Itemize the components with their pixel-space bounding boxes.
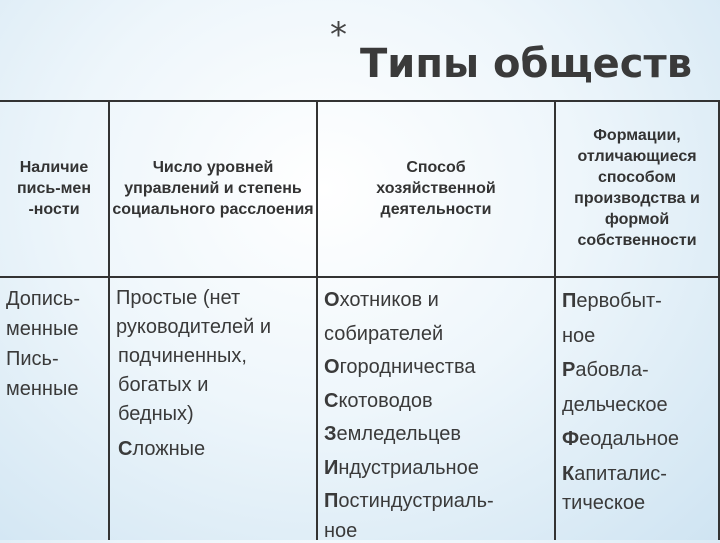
list-item: менные [6,378,79,400]
list-item: Земледельцев [324,423,461,445]
header-writing-label: Наличие пись-мен -ности [17,158,91,218]
list-item: Пись- [6,348,59,370]
cell-governance [116,284,271,464]
list-item: ное [324,519,358,542]
header-formations [556,100,718,276]
header-formations-label: Формации, отличающиеся способом производства и формой собственности [574,127,700,249]
list-item: Допись- [6,288,80,310]
list-item: Скотоводов [324,389,433,412]
cell-economic [324,284,494,543]
list-item: Простые (нет [116,287,241,309]
cell-formations [562,284,679,515]
cell-writing [6,284,80,404]
header-governance-levels [110,100,316,276]
list-item: руководителей и [116,316,272,338]
list-item: менные [6,318,79,340]
list-item: Рабовла- [562,359,649,381]
page-title: Типы обществ [360,41,693,87]
list-item: подчиненных, [118,345,247,367]
list-item: Феодальное [562,428,680,450]
list-item: бедных) [118,403,194,425]
list-item: Охотников и [324,289,439,311]
header-governance-label: Число уровней управлений и степень социального расслоения [112,158,314,218]
list-item: тическое [562,492,646,514]
list-item: собирателей [324,322,444,345]
list-item: богатых и [118,374,209,396]
list-item: Постиндустриаль- [324,490,494,512]
societies-table [0,100,720,540]
list-item: ное [562,324,596,347]
header-economic-activity [318,100,554,276]
list-item: Огородничества [324,356,476,378]
header-writing [0,100,108,276]
list-item: дельческое [562,393,668,416]
header-economic-label: Способ хозяйственной деятельности [376,158,496,218]
list-item: Первобыт- [562,290,662,312]
list-item: Индустриальное [324,456,479,479]
title-star: * [330,15,347,55]
list-item: Капиталис- [562,462,667,485]
list-item: Сложные [118,438,206,460]
